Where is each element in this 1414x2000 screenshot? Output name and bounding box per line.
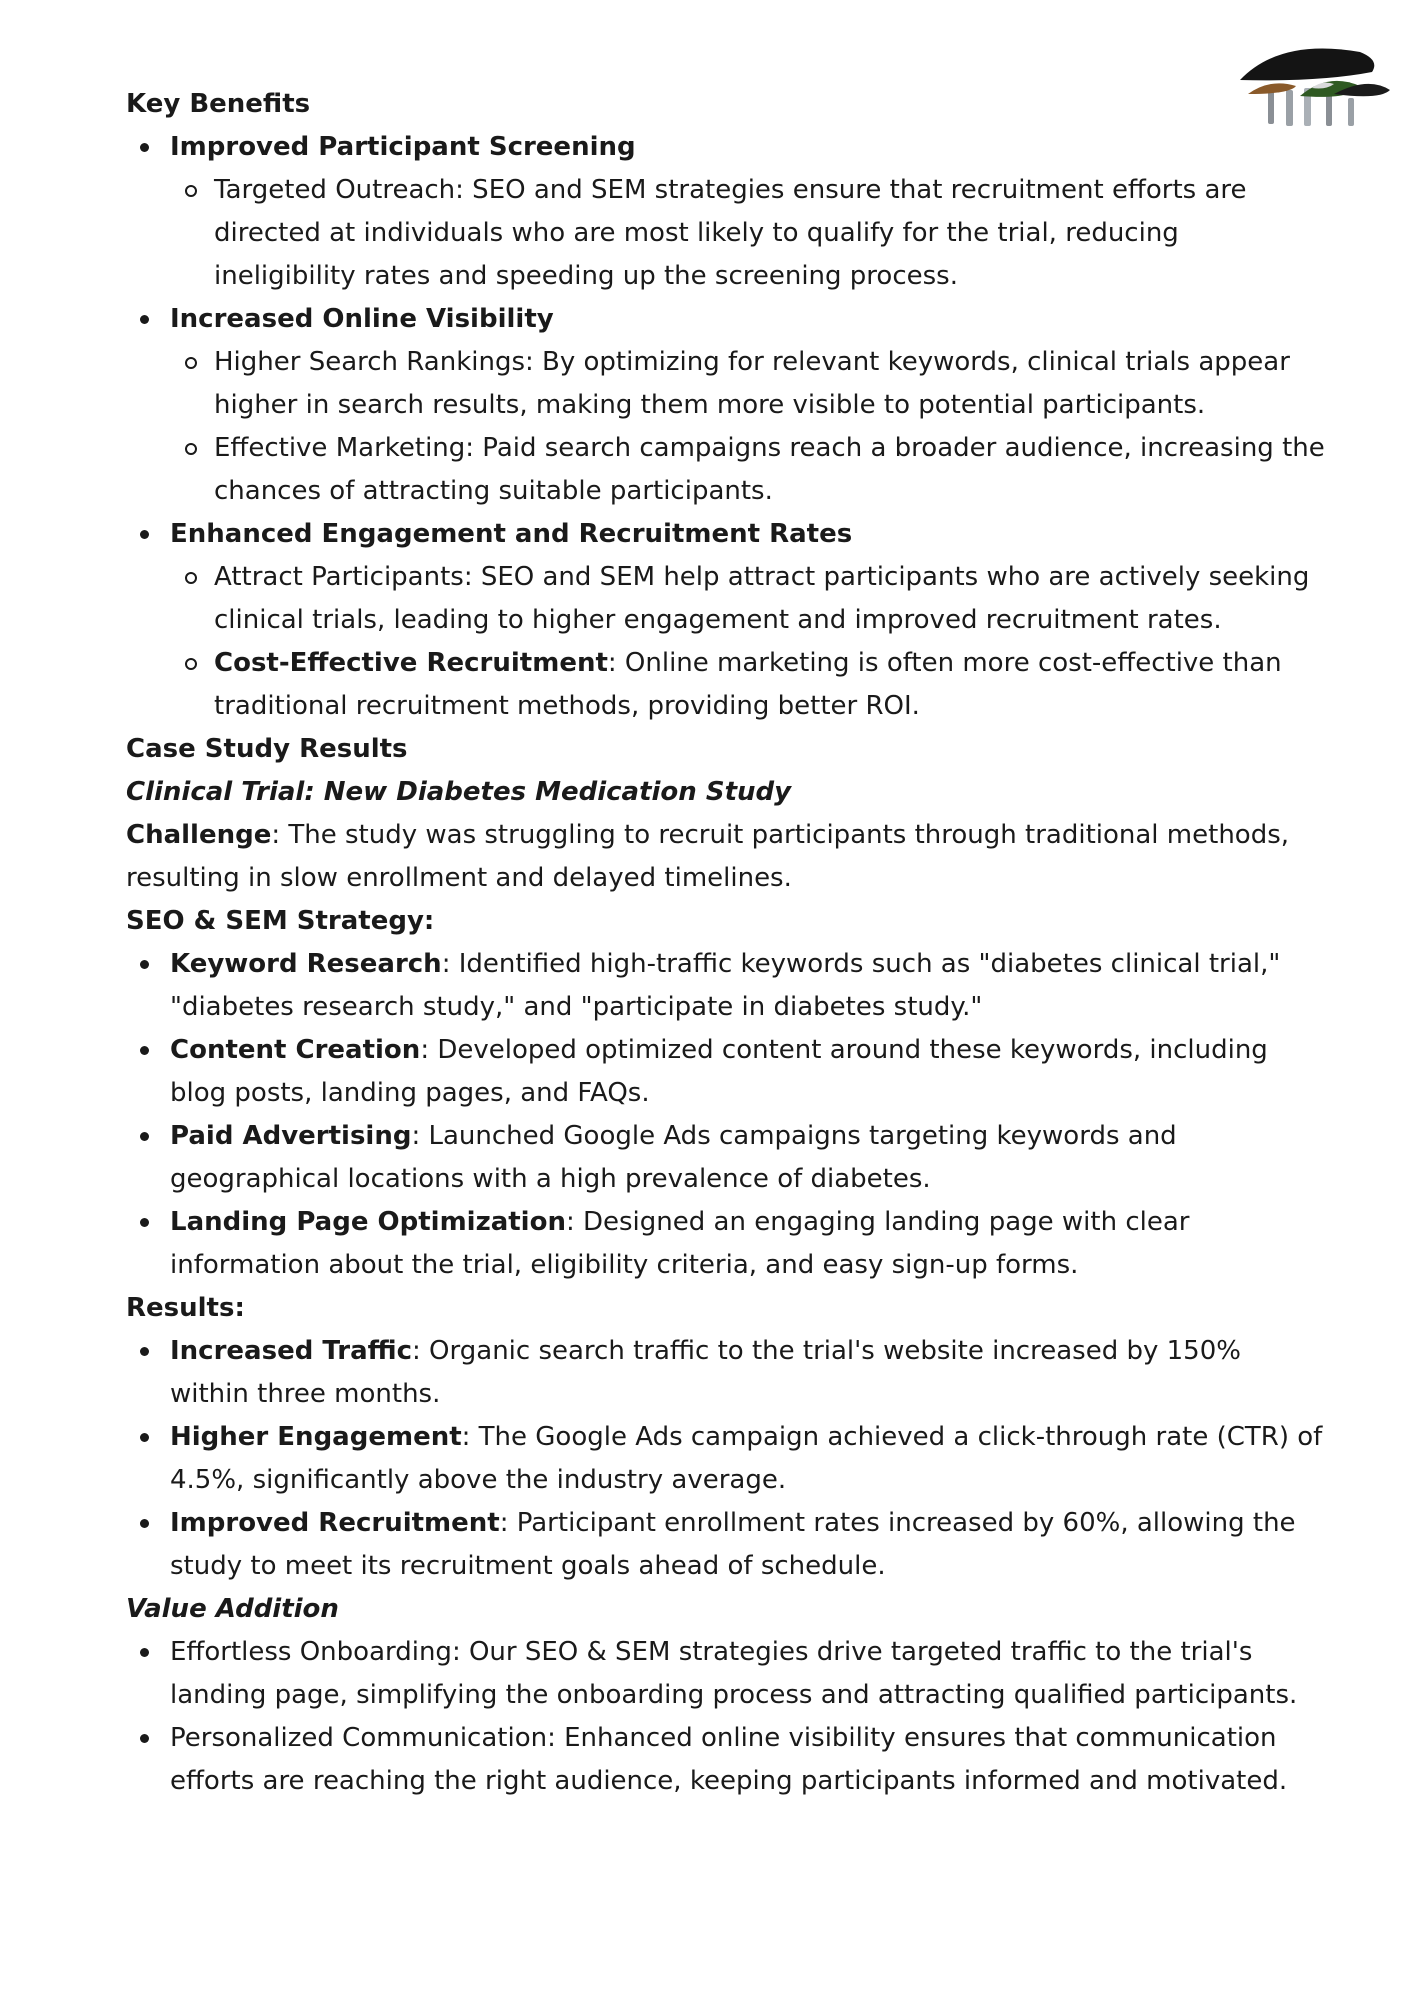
sub-list-item [214, 642, 1326, 728]
list-item [170, 1201, 1326, 1287]
list-item [170, 298, 1326, 513]
list-item [170, 126, 1326, 298]
challenge-label: Challenge [126, 820, 272, 850]
document-body [126, 83, 1326, 1803]
list-item [170, 1502, 1326, 1588]
item-text: : Launched Google Ads campaigns targeting keywords and geographical locations with a high prevalence of diabetes. [170, 1121, 1177, 1194]
list-item: Effortless Onboarding: Our SEO & SEM strategies drive targeted traffic to the trial's landing page, simplifying the onboarding process and attracting qualified participants. [170, 1631, 1326, 1717]
item-text: : The Google Ads campaign achieved a click-through rate (CTR) of 4.5%, significantly above the industry average. [170, 1422, 1323, 1495]
sub-item-text: : Online marketing is often more cost-effective than traditional recruitment methods, providing better ROI. [214, 648, 1282, 721]
item-text: : Identified high-traffic keywords such as "diabetes clinical trial," "diabetes research study," and "participate in diabetes study." [170, 949, 1281, 1022]
item-bold: Paid Advertising [170, 1121, 412, 1151]
item-bold: Higher Engagement [170, 1422, 462, 1452]
results-list [126, 1330, 1326, 1588]
item-text: : Participant enrollment rates increased by 60%, allowing the study to meet its recruitment goals ahead of schedule. [170, 1508, 1296, 1581]
challenge-paragraph [126, 814, 1326, 900]
item-text: : Designed an engaging landing page with clear information about the trial, eligibility criteria, and easy sign-up forms. [170, 1207, 1190, 1280]
value-addition-list [126, 1631, 1326, 1803]
value-addition-heading: Value Addition [126, 1594, 339, 1624]
sub-list [170, 341, 1326, 513]
benefit-label: Improved Participant Screening [170, 132, 636, 162]
list-item [170, 943, 1326, 1029]
list-item [170, 1416, 1326, 1502]
item-bold: Increased Traffic [170, 1336, 413, 1366]
benefit-label: Increased Online Visibility [170, 304, 554, 334]
sub-list [170, 169, 1326, 298]
list-item: Personalized Communication: Enhanced online visibility ensures that communication efforts are reaching the right audience, keeping participants informed and motivated. [170, 1717, 1326, 1803]
list-item [170, 1330, 1326, 1416]
list-item [170, 1029, 1326, 1115]
item-bold: Keyword Research [170, 949, 442, 979]
sub-item-bold: Cost-Effective Recruitment [214, 648, 608, 678]
case-study-subtitle: Clinical Trial: New Diabetes Medication Study [126, 777, 792, 807]
sub-list-item: Higher Search Rankings: By optimizing for relevant keywords, clinical trials appear higher in search results, making them more visible to potential participants. [214, 341, 1326, 427]
key-benefits-list [126, 126, 1326, 728]
case-study-heading: Case Study Results [126, 734, 408, 764]
item-bold: Improved Recruitment [170, 1508, 500, 1538]
results-heading: Results: [126, 1293, 245, 1323]
strategy-heading: SEO & SEM Strategy: [126, 906, 435, 936]
challenge-text: : The study was struggling to recruit participants through traditional methods, resulting in slow enrollment and delayed timelines. [126, 820, 1290, 893]
strategy-list [126, 943, 1326, 1287]
item-text: : Organic search traffic to the trial's website increased by 150% within three months. [170, 1336, 1241, 1409]
item-bold: Landing Page Optimization [170, 1207, 566, 1237]
sub-list-item: Effective Marketing: Paid search campaigns reach a broader audience, increasing the chances of attracting suitable participants. [214, 427, 1326, 513]
list-item [170, 513, 1326, 728]
key-benefits-heading: Key Benefits [126, 89, 311, 119]
list-item [170, 1115, 1326, 1201]
sub-list [170, 556, 1326, 728]
sub-list-item: Targeted Outreach: SEO and SEM strategies ensure that recruitment efforts are directed at individuals who are most likely to qualify for the trial, reducing ineligibility rates and speeding up the screening process. [214, 169, 1326, 298]
item-text: : Developed optimized content around these keywords, including blog posts, landing pages, and FAQs. [170, 1035, 1268, 1108]
benefit-label: Enhanced Engagement and Recruitment Rates [170, 519, 853, 549]
sub-list-item: Attract Participants: SEO and SEM help attract participants who are actively seeking clinical trials, leading to higher engagement and improved recruitment rates. [214, 556, 1326, 642]
item-bold: Content Creation [170, 1035, 421, 1065]
